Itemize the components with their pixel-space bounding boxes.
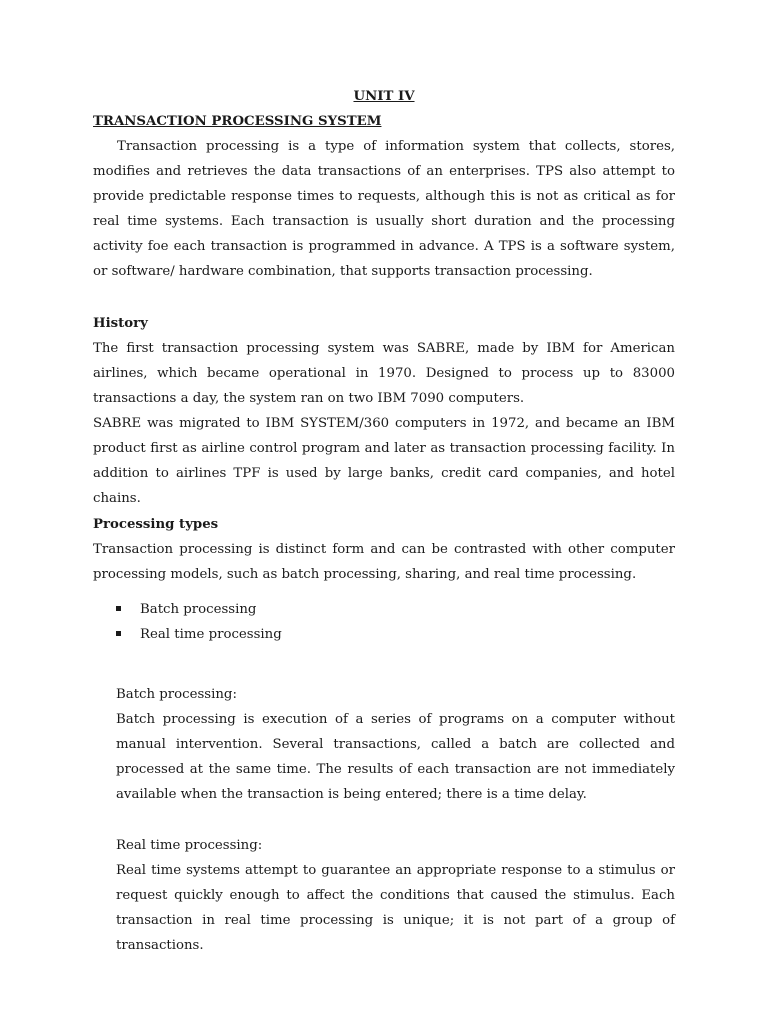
processing-types-list xyxy=(116,597,282,647)
history-heading: History xyxy=(93,316,148,331)
real-time-processing-heading: Real time processing: xyxy=(116,838,263,853)
document-title: TRANSACTION PROCESSING SYSTEM xyxy=(93,114,382,129)
real-time-processing-paragraph: Real time systems attempt to guarantee an appropriate response to a stimulus or request quickly enough to affect the conditions that caused the stimulus. Each transaction in real time processing is unique; it is not part of a group of transactions. xyxy=(116,863,675,953)
history-paragraph-1: The first transaction processing system was SABRE, made by IBM for American airlines, which became operational in 1970. Designed to process up to 83000 transactions a day, the system ran on two IBM 7090 computers. xyxy=(93,341,675,406)
bullet-square-icon xyxy=(116,631,121,636)
list-item-label: Real time processing xyxy=(140,627,282,642)
processing-types-paragraph: Transaction processing is distinct form and can be contrasted with other computer processing models, such as batch processing, sharing, and real time processing. xyxy=(93,542,675,582)
unit-heading: UNIT IV xyxy=(353,89,415,104)
batch-processing-paragraph: Batch processing is execution of a series of programs on a computer without manual intervention. Several transactions, called a batch are collected and processed at the same time. The results of each transaction are not immediately available when the transaction is being entered; there is a time delay. xyxy=(116,712,675,802)
bullet-square-icon xyxy=(116,606,121,611)
list-item xyxy=(116,597,282,622)
list-item-label: Batch processing xyxy=(140,602,257,617)
processing-types-heading: Processing types xyxy=(93,517,219,532)
history-paragraph-2: SABRE was migrated to IBM SYSTEM/360 computers in 1972, and became an IBM product first as airline control program and later as transaction processing facility. In addition to airlines TPF is used by large banks, credit card companies, and hotel chains. xyxy=(93,416,675,506)
batch-processing-heading: Batch processing: xyxy=(116,687,237,702)
list-item xyxy=(116,622,282,647)
intro-paragraph: Transaction processing is a type of information system that collects, stores, modifies and retrieves the data transactions of an enterprises. TPS also attempt to provide predictable response times to requests, although this is not as critical as for real time systems. Each transaction is usually short duration and the processing activity foe each transaction is programmed in advance. A TPS is a software system, or software/ hardware combination, that supports transaction processing. xyxy=(93,139,675,279)
